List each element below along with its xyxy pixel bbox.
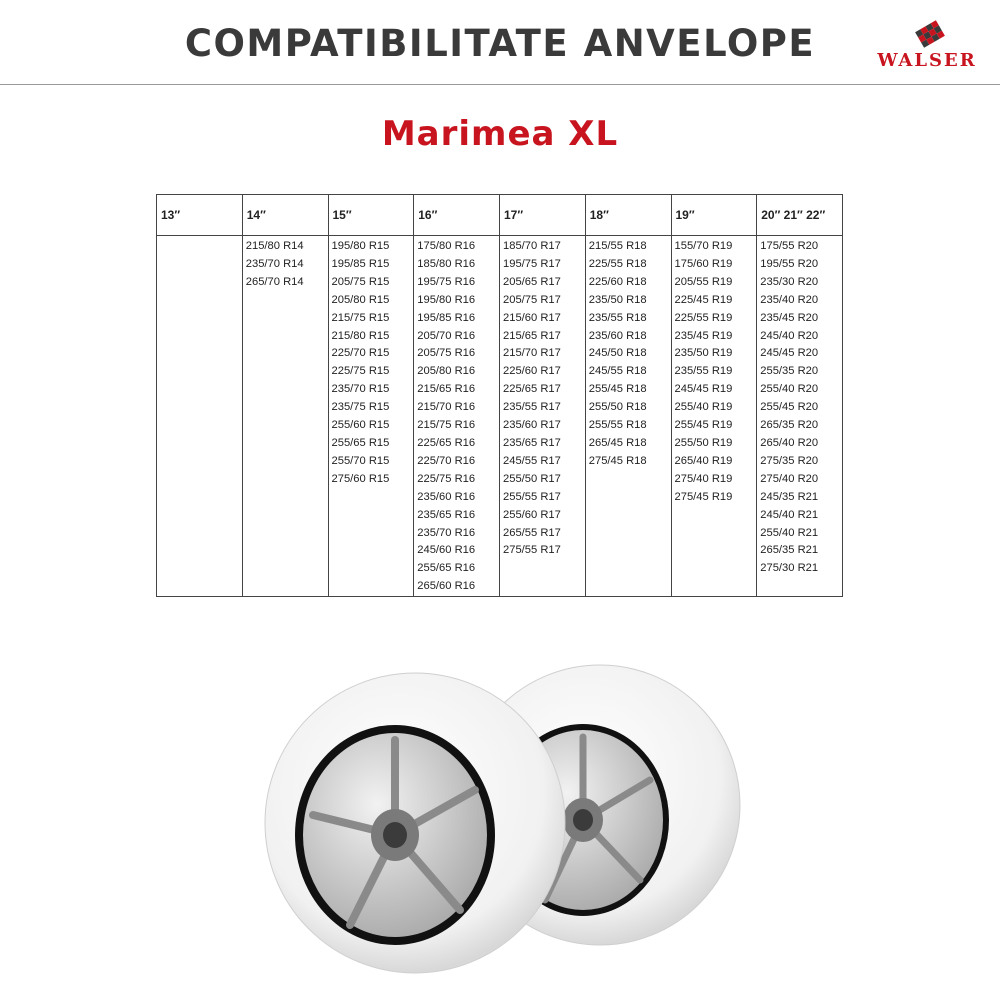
tire-size-item: 235/60 R16 bbox=[417, 490, 476, 503]
tire-size-item: 235/60 R17 bbox=[503, 419, 561, 432]
tire-size-item: 255/60 R17 bbox=[503, 508, 561, 521]
tire-size-item: 265/55 R17 bbox=[503, 526, 561, 539]
tire-size-item: 215/70 R17 bbox=[503, 347, 561, 360]
tire-size-item: 275/60 R15 bbox=[331, 472, 390, 485]
tire-size-item: 205/80 R15 bbox=[331, 293, 390, 306]
size-cell bbox=[157, 236, 243, 597]
tire-size-item: 215/65 R17 bbox=[503, 329, 561, 342]
tire-size-item: 225/55 R18 bbox=[588, 257, 647, 270]
size-cell bbox=[328, 236, 414, 597]
checkered-flag-icon bbox=[914, 20, 946, 48]
tire-size-item: 215/75 R15 bbox=[331, 311, 390, 324]
size-cell bbox=[414, 236, 500, 597]
tire-size-item: 245/35 R21 bbox=[760, 490, 819, 503]
tire-size-item: 205/75 R16 bbox=[417, 347, 476, 360]
tire-size-item: 195/80 R15 bbox=[331, 240, 390, 252]
tire-size-item: 205/75 R15 bbox=[331, 275, 390, 288]
tire-size-item: 235/75 R15 bbox=[331, 401, 390, 414]
tire-snow-sock-image bbox=[255, 655, 755, 975]
tire-size-item: 225/75 R16 bbox=[417, 472, 476, 485]
tire-size-item: 255/50 R17 bbox=[503, 472, 561, 485]
tire-size-item: 235/50 R18 bbox=[588, 293, 647, 306]
tire-size-item: 255/50 R18 bbox=[588, 401, 647, 414]
tire-size-item: 235/65 R16 bbox=[417, 508, 476, 521]
tire-size-item: 215/60 R17 bbox=[503, 311, 561, 324]
tire-size-item: 255/35 R20 bbox=[760, 365, 819, 378]
tire-size-item: 225/60 R18 bbox=[588, 275, 647, 288]
tire-size-item: 215/70 R16 bbox=[417, 401, 476, 414]
tire-size-item: 255/45 R20 bbox=[760, 401, 819, 414]
brand-logo bbox=[856, 20, 998, 70]
tire-size-item: 255/40 R20 bbox=[760, 383, 819, 396]
column-header: 16″ bbox=[414, 195, 500, 236]
size-cell bbox=[242, 236, 328, 597]
tire-size-item: 175/60 R19 bbox=[674, 257, 733, 270]
tire-size-item: 235/55 R19 bbox=[674, 365, 733, 378]
tire-size-item: 175/80 R16 bbox=[417, 240, 476, 252]
tire-size-item: 185/70 R17 bbox=[503, 240, 561, 252]
tire-size-item: 235/45 R19 bbox=[674, 329, 733, 342]
tire-size-item: 215/75 R16 bbox=[417, 419, 476, 432]
tire-size-item: 255/55 R18 bbox=[588, 419, 647, 432]
tire-size-item: 185/80 R16 bbox=[417, 257, 476, 270]
header-divider bbox=[0, 84, 1000, 85]
tire-size-item: 225/55 R19 bbox=[674, 311, 733, 324]
front-wheel bbox=[265, 673, 565, 973]
tire-size-item: 275/30 R21 bbox=[760, 562, 819, 575]
size-cell bbox=[500, 236, 586, 597]
tire-size-item: 225/65 R16 bbox=[417, 436, 476, 449]
tire-size-item: 265/60 R16 bbox=[417, 580, 476, 593]
tire-size-item: 265/35 R20 bbox=[760, 419, 819, 432]
column-header: 20″ 21″ 22″ bbox=[757, 195, 843, 236]
tire-size-item: 195/55 R20 bbox=[760, 257, 819, 270]
tire-size-item: 195/85 R16 bbox=[417, 311, 476, 324]
tire-size-item: 235/45 R20 bbox=[760, 311, 819, 324]
tire-size-item: 215/65 R16 bbox=[417, 383, 476, 396]
tire-size-item: 275/40 R20 bbox=[760, 472, 819, 485]
column-header: 18″ bbox=[585, 195, 671, 236]
tire-size-item: 255/50 R19 bbox=[674, 436, 733, 449]
tire-size-item: 235/60 R18 bbox=[588, 329, 647, 342]
tire-size-item: 265/70 R14 bbox=[245, 275, 304, 288]
tire-size-item: 205/55 R19 bbox=[674, 275, 733, 288]
tire-size-item: 195/75 R16 bbox=[417, 275, 476, 288]
tire-size-item: 235/40 R20 bbox=[760, 293, 819, 306]
tire-size-item: 275/55 R17 bbox=[503, 544, 561, 557]
table-row bbox=[157, 236, 843, 597]
tire-size-item: 245/55 R17 bbox=[503, 454, 561, 467]
tire-size-item: 255/55 R17 bbox=[503, 490, 561, 503]
tire-size-item: 245/50 R18 bbox=[588, 347, 647, 360]
tire-size-table bbox=[156, 194, 843, 597]
tire-size-item: 225/70 R16 bbox=[417, 454, 476, 467]
tire-size-item: 195/85 R15 bbox=[331, 257, 390, 270]
tire-size-item: 195/80 R16 bbox=[417, 293, 476, 306]
tire-size-item: 245/55 R18 bbox=[588, 365, 647, 378]
tire-size-item: 275/45 R19 bbox=[674, 490, 733, 503]
size-cell bbox=[757, 236, 843, 597]
tire-size-item: 275/35 R20 bbox=[760, 454, 819, 467]
tire-size-item: 255/65 R15 bbox=[331, 436, 390, 449]
column-header: 17″ bbox=[500, 195, 586, 236]
tire-size-item: 255/65 R16 bbox=[417, 562, 476, 575]
tire-size-item: 235/70 R14 bbox=[245, 257, 304, 270]
tire-size-item: 205/70 R16 bbox=[417, 329, 476, 342]
tire-size-item: 255/45 R19 bbox=[674, 419, 733, 432]
column-header: 19″ bbox=[671, 195, 757, 236]
page-title: COMPATIBILITATE ANVELOPE bbox=[184, 22, 816, 65]
tire-size-item: 255/45 R18 bbox=[588, 383, 647, 396]
tire-size-item: 215/80 R14 bbox=[245, 240, 304, 252]
tire-size-item: 225/45 R19 bbox=[674, 293, 733, 306]
tire-size-item: 245/40 R21 bbox=[760, 508, 819, 521]
table-header-row bbox=[157, 195, 843, 236]
tire-size-item: 225/60 R17 bbox=[503, 365, 561, 378]
tire-size-item: 215/80 R15 bbox=[331, 329, 390, 342]
tire-size-item: 265/40 R19 bbox=[674, 454, 733, 467]
tire-size-item: 255/70 R15 bbox=[331, 454, 390, 467]
tire-size-item: 235/30 R20 bbox=[760, 275, 819, 288]
tire-size-item: 265/35 R21 bbox=[760, 544, 819, 557]
tire-size-item: 265/40 R20 bbox=[760, 436, 819, 449]
tire-size-item: 225/70 R15 bbox=[331, 347, 390, 360]
column-header: 13″ bbox=[157, 195, 243, 236]
tire-size-item: 225/75 R15 bbox=[331, 365, 390, 378]
tire-size-item: 275/40 R19 bbox=[674, 472, 733, 485]
logo-text: WALSER bbox=[877, 50, 977, 71]
size-cell bbox=[585, 236, 671, 597]
tire-size-item: 225/65 R17 bbox=[503, 383, 561, 396]
column-header: 15″ bbox=[328, 195, 414, 236]
size-title: Marimea XL bbox=[381, 114, 619, 154]
tire-size-item: 245/45 R20 bbox=[760, 347, 819, 360]
tire-size-item: 255/40 R21 bbox=[760, 526, 819, 539]
tire-size-item: 155/70 R19 bbox=[674, 240, 733, 252]
tire-size-item: 235/50 R19 bbox=[674, 347, 733, 360]
tire-size-item: 205/65 R17 bbox=[503, 275, 561, 288]
tire-size-item: 205/80 R16 bbox=[417, 365, 476, 378]
tire-size-item: 235/70 R16 bbox=[417, 526, 476, 539]
tire-size-item: 175/55 R20 bbox=[760, 240, 819, 252]
tire-size-item: 255/60 R15 bbox=[331, 419, 390, 432]
tire-size-item: 205/75 R17 bbox=[503, 293, 561, 306]
tire-size-item: 245/40 R20 bbox=[760, 329, 819, 342]
tire-size-item: 245/60 R16 bbox=[417, 544, 476, 557]
tire-size-item: 235/55 R17 bbox=[503, 401, 561, 414]
tire-size-item: 235/65 R17 bbox=[503, 436, 561, 449]
tire-size-item: 215/55 R18 bbox=[588, 240, 647, 252]
tire-size-item: 195/75 R17 bbox=[503, 257, 561, 270]
tire-size-item: 245/45 R19 bbox=[674, 383, 733, 396]
tire-size-item: 275/45 R18 bbox=[588, 454, 647, 467]
column-header: 14″ bbox=[242, 195, 328, 236]
tire-size-item: 235/70 R15 bbox=[331, 383, 390, 396]
tire-size-item: 255/40 R19 bbox=[674, 401, 733, 414]
tire-size-item: 265/45 R18 bbox=[588, 436, 647, 449]
size-cell bbox=[671, 236, 757, 597]
tire-size-item: 235/55 R18 bbox=[588, 311, 647, 324]
